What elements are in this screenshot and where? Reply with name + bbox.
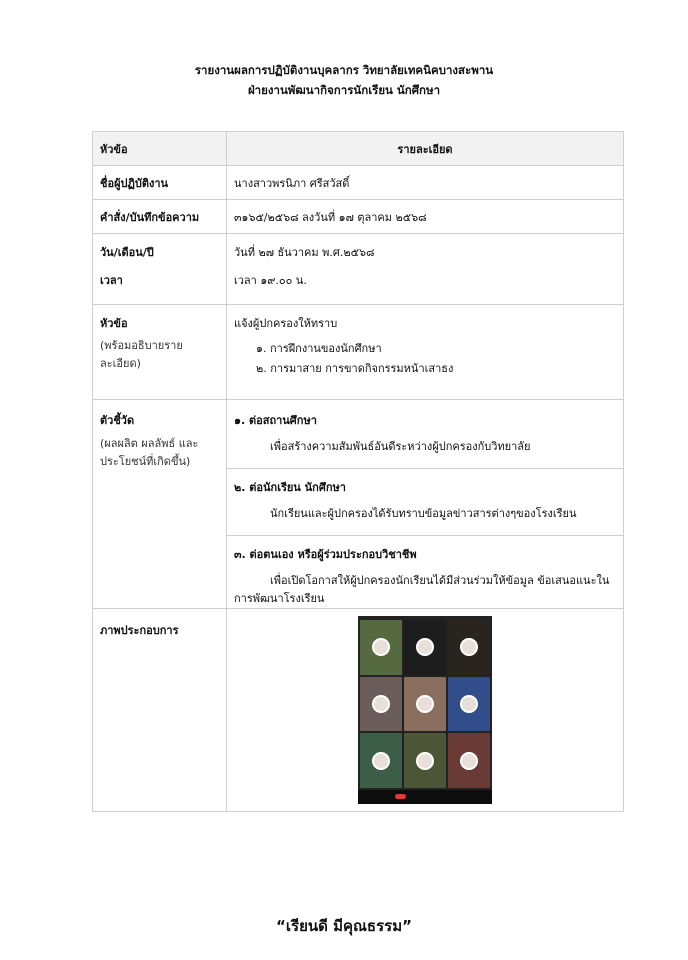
report-table [92,131,624,812]
video-tile [404,733,446,788]
avatar [372,638,390,656]
video-tile [448,677,490,732]
list-item: ๒. การมาสาย การขาดกิจกรรมหน้าเสาธง [256,362,454,375]
table-header-row [93,132,624,166]
meeting-screenshot [358,616,492,804]
order-label: คำสั่ง/บันทึกข้อความ [93,200,227,234]
indicator-3-head: ๓. ต่อตนเอง หรือผู้ร่วมประกอบวิชาชีพ [234,548,417,561]
indicator-3-cell [227,536,624,609]
report-subtitle: ฝ่ายงานพัฒนากิจการนักเรียน นักศึกษา [247,83,441,97]
video-tile [448,620,490,675]
avatar [416,695,434,713]
avatar [372,695,390,713]
avatar [416,638,434,656]
video-tile [360,733,402,788]
topic-label-cell [93,305,227,400]
indicator-label-cell [93,400,227,609]
end-call-icon [395,794,406,799]
indicator-1-cell [227,400,624,469]
video-tile [360,677,402,732]
photo-label: ภาพประกอบการ [93,609,227,812]
topic-value: แจ้งผู้ปกครองให้ทราบ [234,317,338,330]
motto: “เรียนดี มีคุณธรรม” [276,917,412,935]
indicator-1-body: เพื่อสร้างความสัมพันธ์อันดีระหว่างผู้ปกครองกับวิทยาลัย [270,440,531,453]
indicator-sub: (ผลผลิต ผลลัพธ์ และ [100,437,199,450]
table-row [93,234,624,305]
call-toolbar [358,790,492,804]
date-label-cell [93,234,227,305]
topic-sub: (พร้อมอธิบายรายละเอียด) [100,339,183,370]
table-row [93,609,624,812]
date-label: วัน/เดือน/ปี [100,246,154,259]
date-value: วันที่ ๒๗ ธันวาคม พ.ศ.๒๕๖๘ [234,246,375,259]
indicator-1-head: ๑. ต่อสถานศึกษา [234,414,317,427]
date-value-cell [227,234,624,305]
name-label: ชื่อผู้ปฏิบัติงาน [93,166,227,200]
avatar [460,695,478,713]
table-row [93,200,624,234]
name-value: นางสาวพรนิภา ศรีสวัสดิ์ [227,166,624,200]
video-tile [404,677,446,732]
indicator-2-body: นักเรียนและผู้ปกครองได้รับทราบข้อมูลข่าวสารต่างๆของโรงเรียน [270,507,577,520]
indicator-3-body: เพื่อเปิดโอกาสให้ผู้ปกครองนักเรียนได้มีส่วนร่วมให้ข้อมูล ข้อเสนอแนะใน [270,574,610,587]
indicator-sub: ประโยชน์ที่เกิดขึ้น) [100,455,191,468]
indicator-label: ตัวชี้วัด [100,414,135,427]
table-row [93,305,624,400]
topic-label: หัวข้อ [100,317,128,330]
time-value: เวลา ๑๙.๐๐ น. [234,274,307,287]
table-row [93,400,624,469]
photo-cell [227,609,624,812]
video-tile [448,733,490,788]
avatar [460,638,478,656]
header-detail: รายละเอียด [227,132,624,166]
avatar [372,752,390,770]
indicator-3-body-cont: การพัฒนาโรงเรียน [234,592,325,605]
topic-value-cell [227,305,624,400]
report-title: รายงานผลการปฏิบัติงานบุคลากร วิทยาลัยเทคนิคบางสะพาน [194,63,494,77]
time-label: เวลา [100,274,123,287]
video-grid [360,620,490,788]
list-item: ๑. การฝึกงานของนักศึกษา [256,342,382,355]
video-tile [404,620,446,675]
indicator-2-cell [227,469,624,536]
table-row [93,166,624,200]
avatar [460,752,478,770]
avatar [416,752,434,770]
video-tile [360,620,402,675]
indicator-2-head: ๒. ต่อนักเรียน นักศึกษา [234,481,346,494]
order-value: ๓๑๖๕/๒๕๖๘ ลงวันที่ ๑๗ ตุลาคม ๒๕๖๘ [227,200,624,234]
header-topic: หัวข้อ [93,132,227,166]
